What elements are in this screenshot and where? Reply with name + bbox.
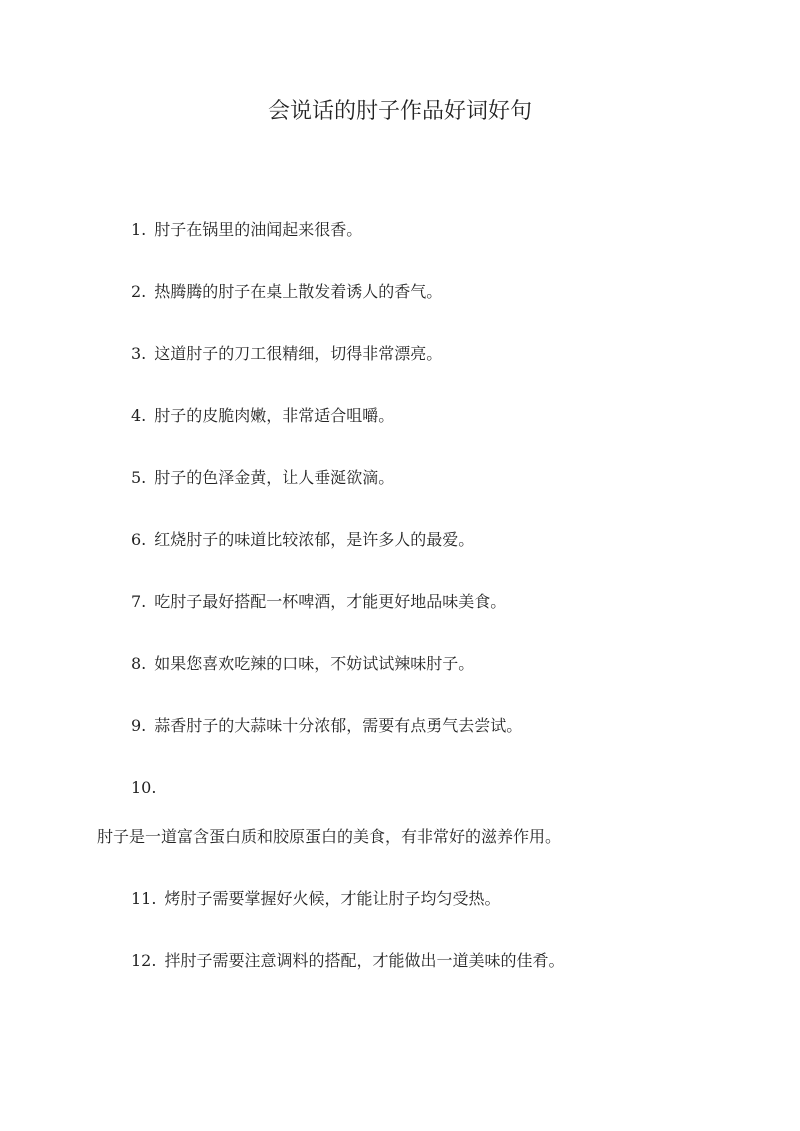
item-text: 红烧肘子的味道比较浓郁，是许多人的最爱。: [154, 530, 475, 549]
item-number: 11.: [131, 889, 157, 908]
item-text: 肘子的色泽金黄，让人垂涎欲滴。: [154, 468, 395, 487]
item-text: 拌肘子需要注意调料的搭配，才能做出一道美味的佳肴。: [164, 951, 565, 970]
item-number: 6.: [131, 530, 147, 549]
list-item: [131, 219, 362, 241]
item-number: 4.: [131, 406, 147, 425]
item-number: 10.: [131, 778, 157, 797]
item-text: 肘子的皮脆肉嫩，非常适合咀嚼。: [154, 406, 395, 425]
item-number: 5.: [131, 468, 147, 487]
list-item: [131, 405, 394, 427]
item-text: 肘子是一道富含蛋白质和胶原蛋白的美食，有非常好的滋养作用。: [97, 827, 562, 846]
list-item: [131, 529, 474, 551]
list-item: [131, 467, 394, 489]
item-text: 蒜香肘子的大蒜味十分浓郁，需要有点勇气去尝试。: [154, 716, 523, 735]
list-item: [131, 950, 564, 972]
item-number: 9.: [131, 716, 147, 735]
list-item-number-only: [131, 777, 164, 799]
item-text: 吃肘子最好搭配一杯啤酒，才能更好地品味美食。: [154, 592, 507, 611]
list-item: [131, 888, 500, 910]
item-number: 2.: [131, 282, 147, 301]
item-text: 烤肘子需要掌握好火候，才能让肘子均匀受热。: [164, 889, 501, 908]
item-text: 如果您喜欢吃辣的口味，不妨试试辣味肘子。: [154, 654, 475, 673]
item-number: 1.: [131, 220, 147, 239]
list-item: [131, 715, 522, 737]
list-item: [131, 281, 442, 303]
item-number: 3.: [131, 344, 147, 363]
list-item: [131, 591, 506, 613]
list-item: [131, 653, 474, 675]
list-item-wrapped-text: [97, 826, 561, 848]
item-text: 肘子在锅里的油闻起来很香。: [154, 220, 363, 239]
page-title: 会说话的肘子作品好词好句: [267, 99, 532, 124]
list-item: [131, 343, 442, 365]
item-number: 12.: [131, 951, 157, 970]
item-text: 这道肘子的刀工很精细，切得非常漂亮。: [154, 344, 443, 363]
item-number: 7.: [131, 592, 147, 611]
item-text: 热腾腾的肘子在桌上散发着诱人的香气。: [154, 282, 443, 301]
item-number: 8.: [131, 654, 147, 673]
